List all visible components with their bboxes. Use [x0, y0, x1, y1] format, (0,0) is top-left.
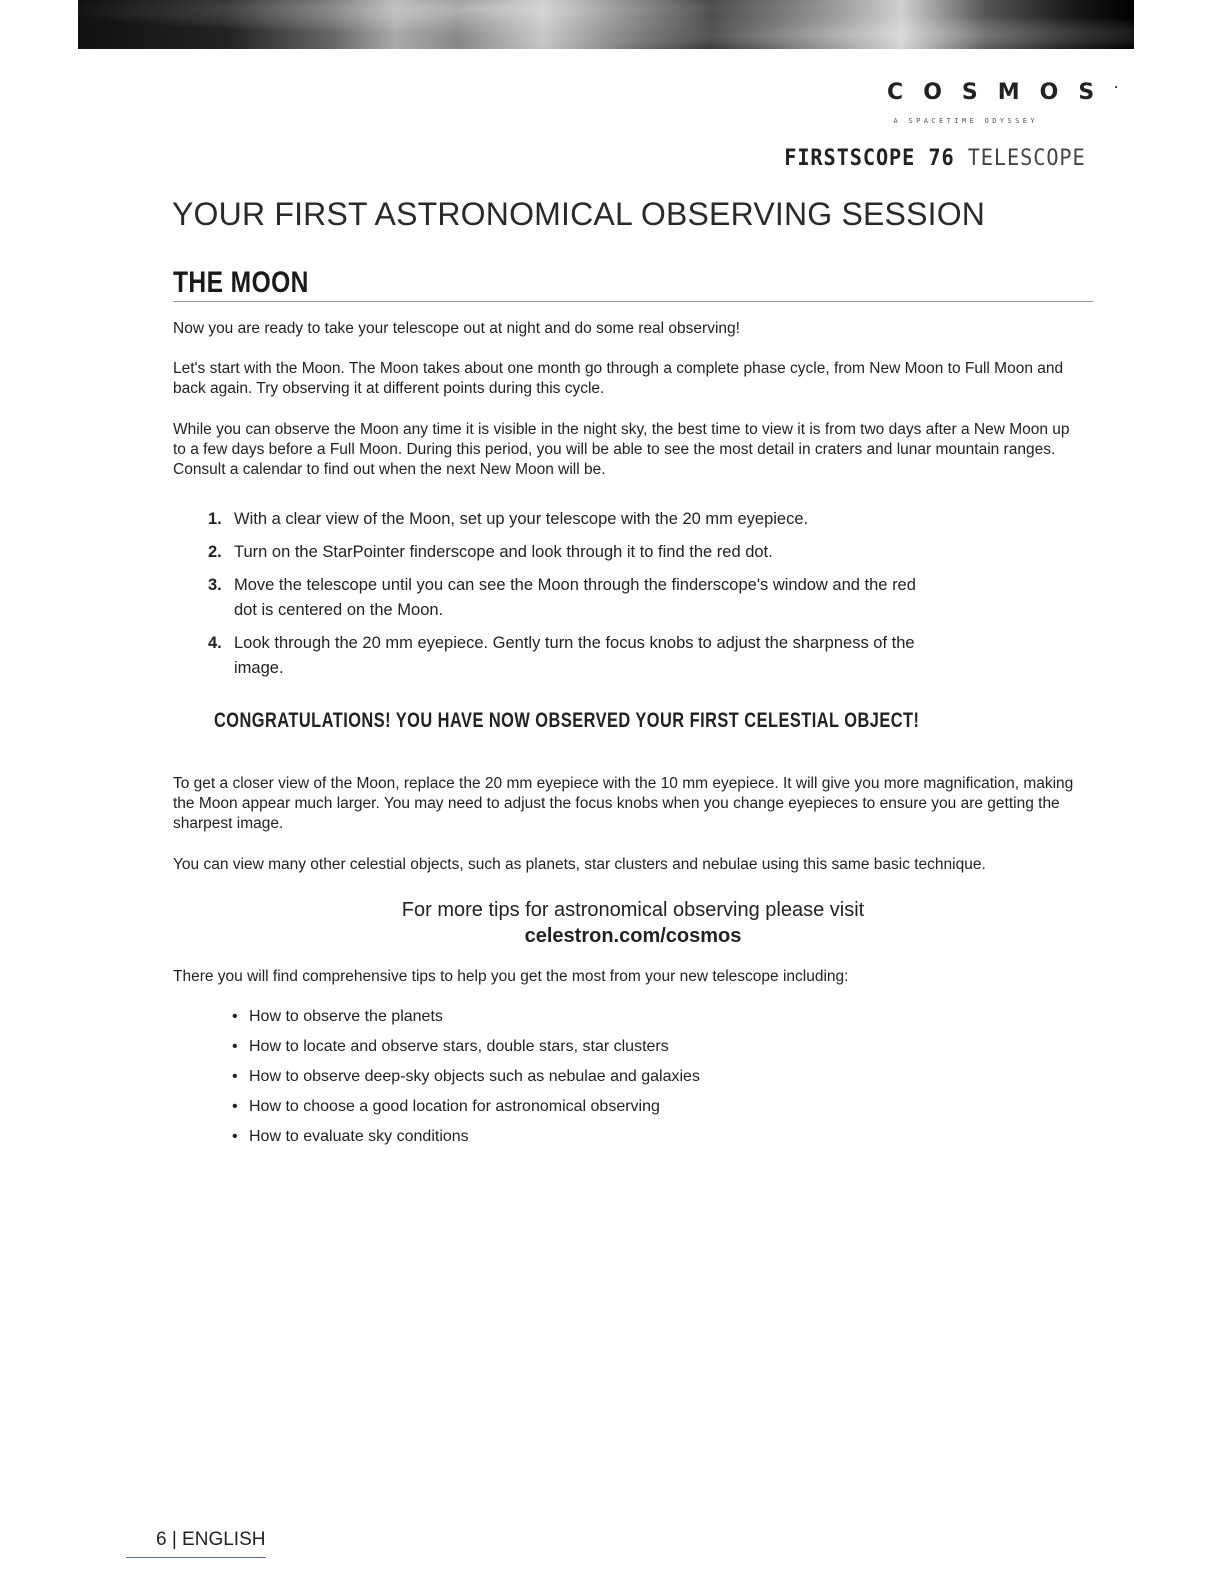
step-item — [208, 573, 928, 623]
product-name — [785, 146, 1086, 171]
steps-list — [208, 507, 928, 689]
bullet-icon: • — [232, 1038, 238, 1055]
step-text: Move the telescope until you can see the Moon through the finderscope's window and the red dot is centered on the Moon. — [234, 576, 916, 619]
step-text: Look through the 20 mm eyepiece. Gently turn the focus knobs to adjust the sharpness of the image. — [234, 634, 915, 677]
page-title: YOUR FIRST ASTRONOMICAL OBSERVING SESSION — [172, 196, 986, 232]
tips-list — [232, 1006, 700, 1156]
list-item: • How to observe the planets — [232, 1006, 700, 1036]
list-item: • How to locate and observe stars, double stars, star clusters — [232, 1036, 700, 1066]
list-item: • How to choose a good location for astronomical observing — [232, 1096, 700, 1126]
section-title: THE MOON — [173, 266, 309, 299]
product-name-light: TELESCOPE — [968, 146, 1086, 171]
paragraph-text: You can view many other celestial objects, such as planets, star clusters and nebulae using this same basic technique. — [173, 856, 986, 873]
congratulations-heading: CONGRATULATIONS! YOU HAVE NOW OBSERVED YOUR FIRST CELESTIAL OBJECT! — [214, 709, 920, 732]
brand-tagline: A SPACETIME ODYSSEY — [893, 117, 1038, 125]
step-item — [208, 631, 928, 681]
paragraph-text: Let's start with the Moon. The Moon takes about one month go through a complete phase cycle, from New Moon to Full Moon and back again. Try observing it at different points during this cycle. — [173, 360, 1064, 397]
bullet-icon: • — [232, 1098, 238, 1115]
intro-paragraph-1 — [173, 319, 1083, 339]
list-item: • How to evaluate sky conditions — [232, 1126, 700, 1156]
brand-block — [828, 80, 1118, 125]
intro-paragraph-3 — [173, 420, 1083, 480]
header-banner-image — [78, 0, 1134, 49]
step-number: 2. — [208, 543, 222, 561]
step-item — [208, 507, 928, 532]
intro-paragraph-2 — [173, 359, 1083, 399]
step-text: With a clear view of the Moon, set up your telescope with the 20 mm eyepiece. — [234, 510, 809, 528]
footer-divider — [126, 1557, 266, 1558]
step-number: 4. — [208, 634, 222, 652]
section-header — [173, 266, 1093, 302]
tips-intro-paragraph — [173, 967, 1083, 987]
other-objects-paragraph — [173, 855, 1083, 875]
step-text: Turn on the StarPointer finderscope and look through it to find the red dot. — [234, 543, 773, 561]
tips-callout — [173, 897, 1093, 949]
closer-view-paragraph — [173, 774, 1083, 834]
bullet-icon: • — [232, 1008, 238, 1025]
paragraph-text: To get a closer view of the Moon, replace the 20 mm eyepiece with the 10 mm eyepiece. It will give you more magnification, making the Moon appear much larger. You may need to adjust the focus knobs when you change eyepieces to ensure you are getting the sharpest image. — [173, 775, 1074, 832]
bullet-icon: • — [232, 1068, 238, 1085]
step-item — [208, 540, 928, 565]
paragraph-text: While you can observe the Moon any time it is visible in the night sky, the best time to view it is from two days after a New Moon up to a few days before a Full Moon. During this period, you will be able to see the most detail in craters and lunar mountain ranges. Consult a calendar to find out when the next New Moon will be. — [173, 421, 1070, 478]
list-item: • How to observe deep-sky objects such as nebulae and galaxies — [232, 1066, 700, 1096]
paragraph-text: There you will find comprehensive tips to help you get the most from your new telescope including: — [173, 968, 849, 985]
step-number: 3. — [208, 576, 222, 594]
product-name-bold: FIRSTSCOPE 76 — [784, 146, 955, 171]
page-footer-label: 6 | ENGLISH — [156, 1529, 266, 1550]
tips-line: For more tips for astronomical observing please visit — [401, 899, 865, 921]
brand-logo: COSMOS· — [887, 80, 1118, 105]
brand-mark: · — [1114, 82, 1118, 94]
bullet-icon: • — [232, 1128, 238, 1145]
step-number: 1. — [208, 510, 222, 528]
paragraph-text: Now you are ready to take your telescope out at night and do some real observing! — [173, 320, 740, 337]
tips-link[interactable]: celestron.com/cosmos — [524, 925, 742, 947]
